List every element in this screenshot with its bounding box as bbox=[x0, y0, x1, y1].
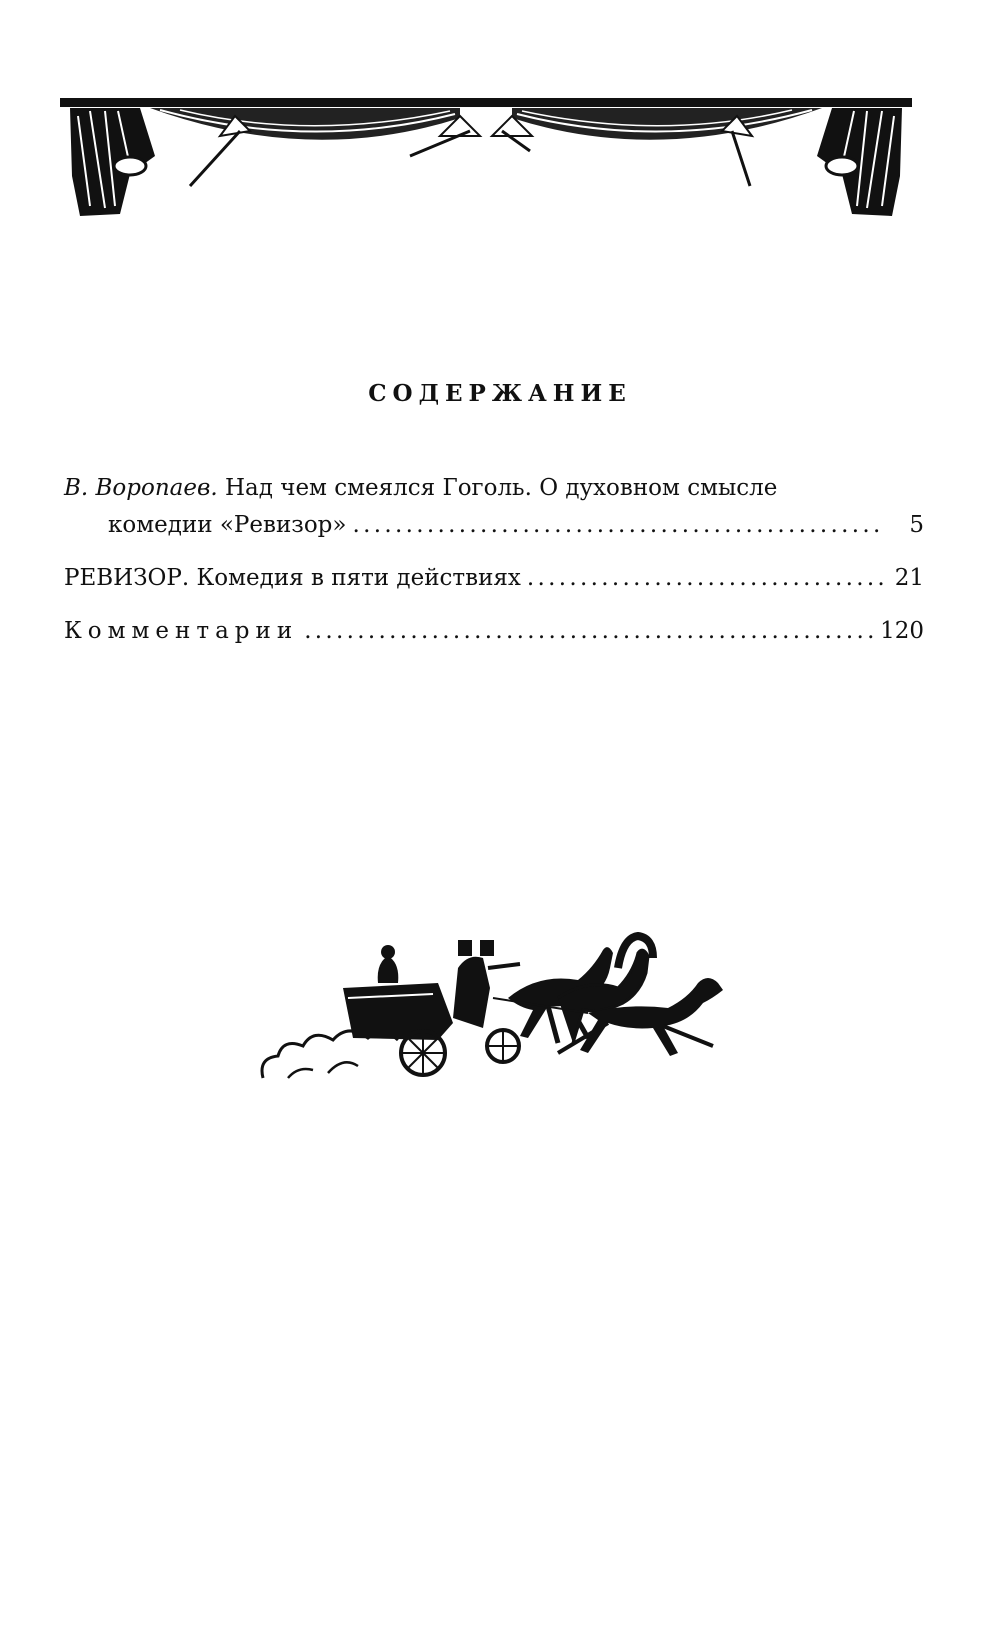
toc-entry-page: 5 bbox=[909, 512, 924, 538]
toc-entry-title: Над чем смеялся Гоголь. О духовном смысле bbox=[217, 475, 778, 501]
troika-carriage-illustration bbox=[258, 928, 738, 1098]
toc-entry bbox=[64, 470, 924, 544]
toc-entry bbox=[64, 560, 924, 597]
toc-entry-title: Комментарии bbox=[64, 618, 299, 644]
table-of-contents bbox=[64, 470, 924, 666]
toc-entry-page: 21 bbox=[894, 565, 924, 591]
toc-entry-author: В. Воропаев. bbox=[64, 475, 218, 501]
dot-leader bbox=[527, 560, 884, 597]
theater-curtain-illustration bbox=[60, 96, 912, 236]
toc-entry-title-continued: комедии «Ревизор» bbox=[108, 512, 347, 538]
dot-leader bbox=[304, 613, 874, 650]
toc-entry-page: 120 bbox=[880, 618, 924, 644]
toc-entry bbox=[64, 613, 924, 650]
toc-entry-title: РЕВИЗОР. Комедия в пяти действиях bbox=[64, 565, 521, 591]
dot-leader bbox=[352, 507, 884, 544]
page-title: СОДЕРЖАНИЕ bbox=[368, 380, 632, 407]
